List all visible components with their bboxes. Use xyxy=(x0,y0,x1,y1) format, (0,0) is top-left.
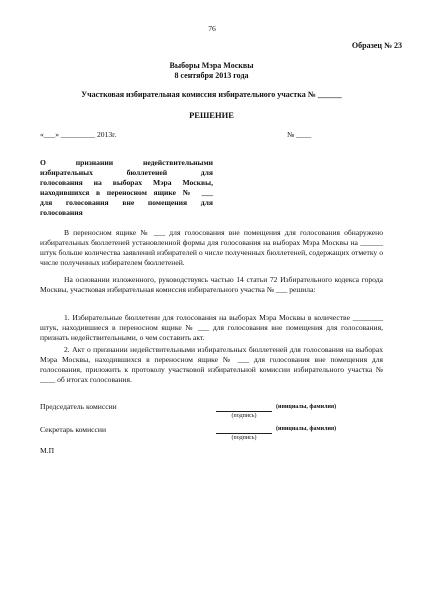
page-number: 76 xyxy=(208,24,216,33)
subject-line: голосования на выборах Мэра Москвы, xyxy=(40,178,213,187)
subject-line: для голосования вне помещения для xyxy=(40,198,213,207)
decision-subject xyxy=(40,158,213,218)
subject-line: находившихся в переносном ящике № ___ xyxy=(40,188,213,197)
secretary-sign-hint: (подпись) xyxy=(231,435,257,441)
secretary-name-hint: (инициалы, фамилия) xyxy=(276,426,337,432)
election-title: Выборы Мэра Москвы xyxy=(169,61,254,70)
resolution-item-1: 1. Избирательные бюллетени для голосования на выборах Мэра Москвы в количестве ________ штук, находившиеся в переносном ящике № ___ для голосования вне помещения для голосования, признать недействительными, о чем составить акт. xyxy=(40,313,383,342)
paragraph-finding: В переносном ящике № ___ для голосования вне помещения для голосования обнаружено избирательных бюллетеней установленной формы для голосования на выборах Мэра Москвы на ______ штук больше количества заявлений избирателей о числе полученных бюллетеней, содержащих отметку о числе полученных избирателем бюллетеней. xyxy=(40,228,383,267)
sample-label: Образец № 23 xyxy=(351,41,402,50)
subject-line: избирательных бюллетеней для xyxy=(40,168,213,177)
subject-line: О признании недействительными xyxy=(40,158,213,167)
subject-line: голосования xyxy=(40,208,83,217)
commission-heading: Участковая избирательная комиссия избирательного участка № ______ xyxy=(81,90,342,99)
chairman-sign-hint: (подпись) xyxy=(231,413,257,419)
document-title: РЕШЕНИЕ xyxy=(189,110,234,120)
chairman-name-hint: (инициалы, фамилия) xyxy=(276,404,337,410)
decision-date: «___» _________ 2013г. xyxy=(40,130,117,139)
paragraph-basis: На основании изложенного, руководствуясь частью 14 статьи 72 Избирательного кодекса города Москвы, участковая избирательная комиссия избирательного участка № ___ решила: xyxy=(40,275,383,294)
resolution-item-2: 2. Акт о признании недействительными избирательных бюллетеней для голосования на выборах Мэра Москвы, находившихся в переносном ящике № ___ для голосования вне помещения для голосования, приложить к протоколу участковой избирательной комиссии избирательного участка № ____ об итогах голосования. xyxy=(40,345,383,384)
chairman-label: Председатель комиссии xyxy=(40,402,117,411)
secretary-label: Секретарь комиссии xyxy=(40,425,107,434)
decision-number: № ____ xyxy=(287,130,312,139)
election-date: 8 сентября 2013 года xyxy=(174,71,249,80)
seal-mark: М.П xyxy=(40,446,55,455)
